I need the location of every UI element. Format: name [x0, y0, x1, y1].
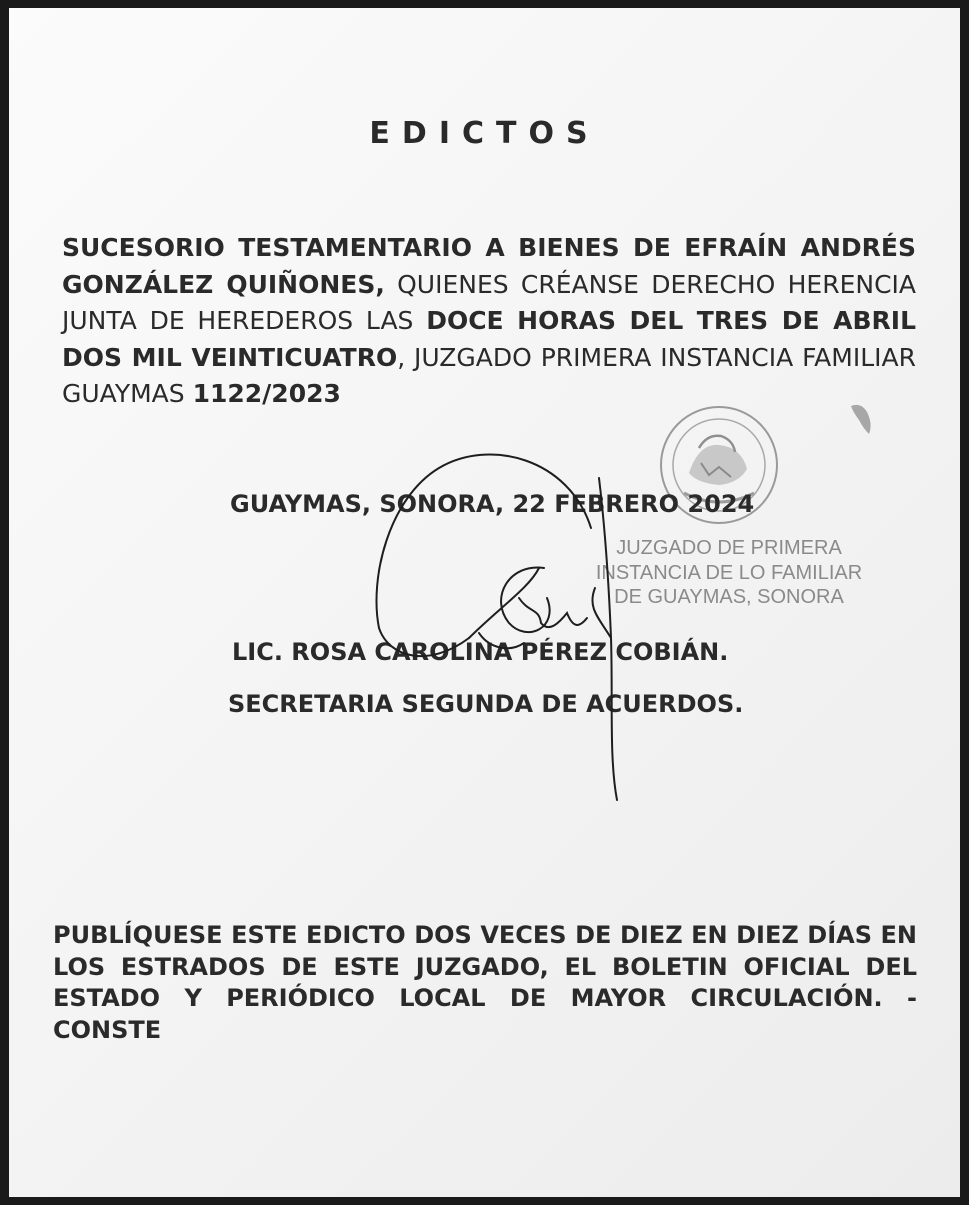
body-text-2: , JUZGADO PRIMERA INSTANCIA FAMILIAR GUAYMAS	[62, 342, 916, 408]
place-date: GUAYMAS, SONORA, 22 FEBRERO 2024	[230, 490, 755, 518]
stamp-line-2: INSTANCIA DE LO FAMILIAR	[595, 561, 863, 584]
body-bold-date: DOCE HORAS DEL TRES DE ABRIL DOS MIL VEINTICUATRO	[62, 306, 916, 372]
body-text-1: QUIENES CRÉANSE DERECHO HERENCIA JUNTA DE HEREDEROS LAS	[62, 269, 917, 335]
publication-notice: PUBLÍQUESE ESTE EDICTO DOS VECES DE DIEZ EN DIEZ DÍAS EN LOS ESTRADOS DE ESTE JUZGADO, EL BOLETIN OFICIAL DEL ESTADO Y PERIÓDICO LOCAL DE MAYOR CIRCULACIÓN. - CONSTE	[53, 921, 917, 1044]
signer-name: LIC. ROSA CAROLINA PÉREZ COBIÁN.	[232, 638, 729, 666]
handwritten-signature-icon	[359, 438, 619, 808]
case-number: 1122/2023	[192, 379, 341, 408]
smudge-mark-icon	[847, 400, 877, 440]
edict-body	[62, 230, 916, 413]
document-page	[9, 8, 960, 1197]
signer-title: SECRETARIA SEGUNDA DE ACUERDOS.	[228, 690, 744, 718]
stamp-line-1: JUZGADO DE PRIMERA	[616, 537, 842, 559]
court-stamp	[594, 536, 864, 610]
body-bold-heirs: SUCESORIO TESTAMENTARIO A BIENES DE EFRAÍN ANDRÉS GONZÁLEZ QUIÑONES,	[62, 233, 916, 299]
document-title: EDICTOS	[369, 116, 600, 151]
court-seal-icon	[589, 403, 789, 543]
stamp-line-3: DE GUAYMAS, SONORA	[614, 586, 844, 608]
